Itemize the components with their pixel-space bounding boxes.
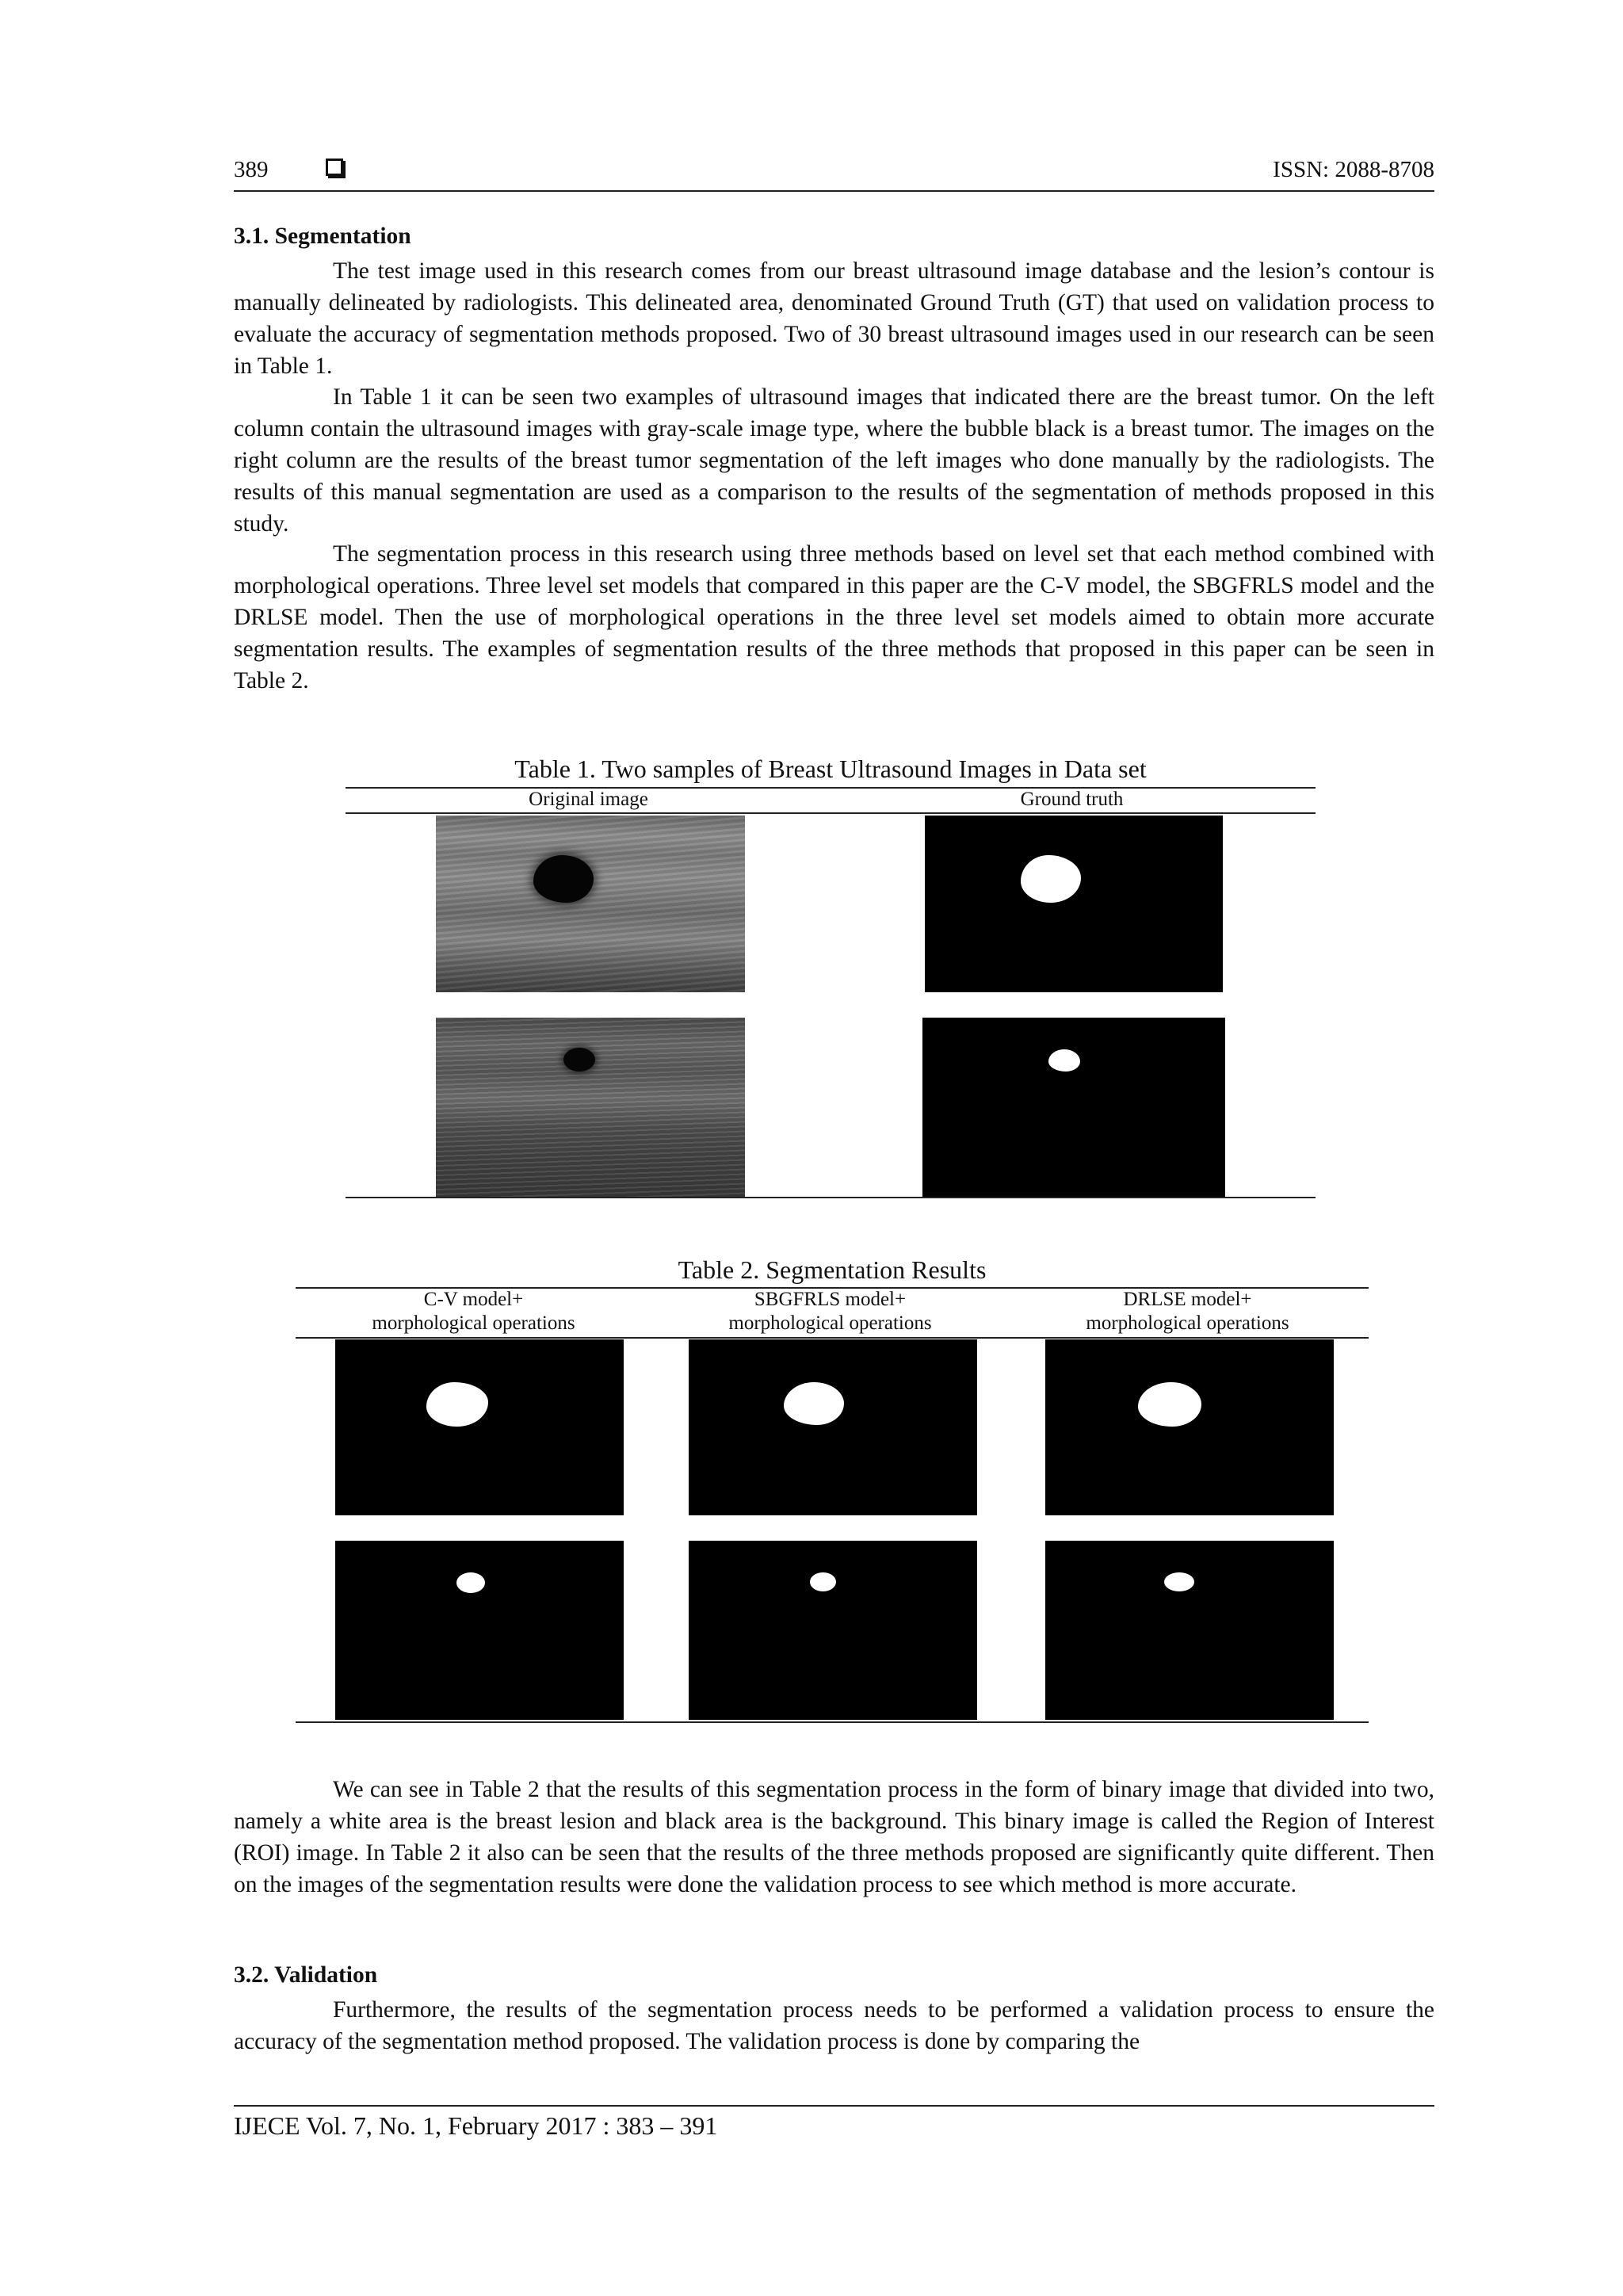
checkbox-square-icon: [326, 159, 343, 176]
section-heading-segmentation: 3.1. Segmentation: [234, 223, 411, 249]
sbgfrls-result-image-1: [689, 1339, 977, 1515]
table2-col-cv-line2: morphological operations: [372, 1312, 575, 1334]
paragraph-2: In Table 1 it can be seen two examples of ultrasound images that indicated there are the breast tumor. On the left column contain the ultrasound images with gray-scale image type, where the bubble black is a breast tumor. The images on the right column are the results of the breast tumor segmentation of the left images who done manually by the radiologists. The results of this manual segmentation are used as a comparison to the results of the segmentation of methods proposed in this study.: [234, 384, 1434, 537]
ground-truth-mask-1: [925, 816, 1223, 992]
ultrasound-image-1: [436, 816, 745, 992]
footer-rule: [234, 2105, 1434, 2107]
page-header: [234, 155, 1434, 192]
table2-col-drlse: [1027, 1288, 1348, 1335]
table2-col-drlse-line2: morphological operations: [1086, 1312, 1289, 1334]
page-number: 389: [234, 157, 269, 182]
table2-col-sbgfrls: [670, 1288, 991, 1335]
paragraph-4: We can see in Table 2 that the results of this segmentation process in the form of binary image that divided into two, namely a white area is the breast lesion and black area is the background. This binary image is called the Region of Interest (ROI) image. In Table 2 it also can be seen that the results of the three methods proposed are significantly quite different. Then on the images of the segmentation results were done the validation process to see which method is more accurate.: [234, 1777, 1434, 1897]
table1-header-rule: [346, 812, 1316, 814]
paragraph-3: The segmentation process in this research using three methods based on level set that each method combined with morphological operations. Three level set models that compared in this paper are the C-V model, the SBGFRLS model and the DRLSE model. Then the use of morphological operations in the three level set models aimed to obtain more accurate segmentation results. The examples of segmentation results of the three methods that proposed in this paper can be seen in Table 2.: [234, 541, 1434, 693]
footer-citation: IJECE Vol. 7, No. 1, February 2017 : 383 – 391: [234, 2111, 718, 2140]
table2-col-sbgfrls-line2: morphological operations: [728, 1312, 932, 1334]
sbgfrls-result-image-2: [689, 1541, 977, 1720]
ultrasound-image-2: [436, 1018, 745, 1197]
drlse-result-image-1: [1045, 1339, 1334, 1515]
table1-caption: Table 1. Two samples of Breast Ultrasound Images in Data set: [514, 755, 1147, 783]
section-heading-validation: 3.2. Validation: [234, 1962, 378, 1988]
table2-col-drlse-line1: DRLSE model+: [1123, 1289, 1252, 1310]
cv-result-image-2: [335, 1541, 624, 1720]
table2-col-cv-line1: C-V model+: [423, 1289, 524, 1310]
table2-col-cv: [313, 1288, 634, 1335]
drlse-result-image-2: [1045, 1541, 1334, 1720]
ground-truth-mask-2: [922, 1018, 1225, 1197]
issn: ISSN: 2088-8708: [1273, 157, 1434, 182]
table1-bottom-rule: [346, 1197, 1316, 1198]
table1-col-original: Original image: [529, 789, 648, 810]
table2-header-rule: [296, 1337, 1369, 1339]
cv-result-image-1: [335, 1339, 624, 1515]
paragraph-1: The test image used in this research comes from our breast ultrasound image database and the lesion’s contour is manually delineated by radiologists. This delineated area, denominated Ground Truth (GT) that used on validation process to evaluate the accuracy of segmentation methods proposed. Two of 30 breast ultrasound images used in our research can be seen in Table 1.: [234, 258, 1434, 379]
paragraph-5: Furthermore, the results of the segmentation process needs to be performed a validation process to ensure the accuracy of the segmentation method proposed. The validation process is done by comparing the: [234, 1997, 1434, 2054]
table1-col-ground-truth: Ground truth: [1020, 789, 1124, 810]
table2-col-sbgfrls-line1: SBGFRLS model+: [754, 1289, 907, 1310]
table2-bottom-rule: [296, 1721, 1369, 1723]
table2-caption: Table 2. Segmentation Results: [678, 1255, 987, 1284]
